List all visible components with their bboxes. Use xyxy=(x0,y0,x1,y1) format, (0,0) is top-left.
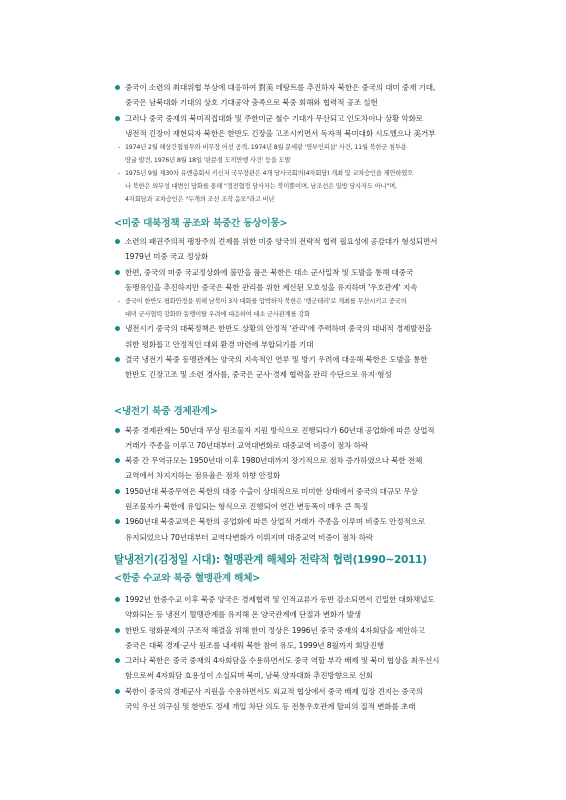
chapter-heading: 탈냉전기(김정일 시대): 혈맹관계 해체와 전략적 협력(1990~2011) xyxy=(114,553,427,566)
sub-item: - 1975년 9월 제30차 유엔총회서 키신저 국무장관은 4개 당사국회의(4자회담) 개최 및 교차승인을 제안하였으 나 북한은 외무성 대변인 담화를 통해 "정전협정 당사자는 북미뿐이며, 남조선은 일방 당사자도 아니"며, 4자회담과 교차승인은 "두개의 조선 조작 음모"라고 비난 xyxy=(118,170,414,204)
bullet-item: 그러나 중국 중재의 북미직접대화 및 주한미군 철수 기대가 무산되고 인도차이나 상황 악화로 냉전적 긴장이 재현되자 북한은 한반도 긴장을 고조시키면서 독자적 북미대화 시도했으나 美거부 xyxy=(114,111,518,142)
bullet-item: 냉전시기 중국의 대북정책은 한반도 상황의 안정적 '관리'에 주력하며 중국의 대내적 경제발전을 위한 평화롭고 안정적인 대외 환경 마련에 부합되기를 기대 xyxy=(114,321,518,352)
bullet-item: 소련의 패권주의적 팽창주의 견제를 위한 미중 양국의 전략적 협력 필요성에 공감대가 형성되면서 1979년 미중 국교 정상화 xyxy=(114,234,518,265)
bullet-item: 북중 경제관계는 50년대 무상 원조물자 지원 방식으로 진행되다가 60년대 공업화에 따른 상업적 거래가 주종을 이루고 70년대부터 교역대변화로 대중교역 비중이 점차 하락 xyxy=(114,423,518,454)
sub-item: - 중국이 한반도 평화안정을 위해 남북미 3자 대화를 압박하자 북한은 '랭군테러'로 개최를 무산시키고 중국의 대미 군사협력 강화와 동맹이탈 우려에 대응하여 대소 군사관계를 강화 xyxy=(118,298,407,319)
section-heading: <냉전기 북중 경제관계> xyxy=(114,405,218,417)
bullet-item: 중국이 소련의 최대위협 부상에 대응하여 對美 데탕트를 추진하자 북한은 중국의 대미 중재 기대, 중국은 남북대화 기대의 상호 기대공약 충족으로 북중 회해와 협력적 공조 실현 xyxy=(114,80,518,111)
bullet-item: 북중 간 무역규모는 1950년대 이후 1980년대까지 장기적으로 점차 증가하였으나 북한 전체 교역에서 차지지하는 점유율은 점차 하향 안정화 xyxy=(114,453,518,484)
section-heading: <미중 대북정책 공조와 북중간 동상이몽> xyxy=(114,218,288,230)
bullet-item: 북한이 중국의 경제군사 지원을 수용하면서도 외교적 협상에서 중국 배제 입장 견지는 중국의 국익 우선 의구심 및 한반도 정세 개입 차단 의도 등 전통우호관계 탈피의 질적 변화를 초래 xyxy=(114,684,518,715)
section-heading: <한중 수교와 북중 혈맹관계 해체> xyxy=(114,572,261,584)
bullet-item: 그러나 북한은 중국 중재의 4자회담을 수용하면서도 중국 역할 부각 배제 및 북미 협상을 최우선시 함으로써 4자회담 효용성이 소실되며 북미, 남북 양자대화 추진방향으로 선회 xyxy=(114,653,518,684)
bullet-item: 결국 냉전기 북중 동맹관계는 양국의 지속적인 연루 및 방기 우려에 대응해 북한은 도발을 통한 한반도 긴장고조 및 소련 경사를, 중국은 군사·경제 협력을 관리 수단으로 유지·형성 xyxy=(114,352,518,383)
document-body xyxy=(114,80,518,714)
bullet-item: 1960년대 북중교역은 북한의 공업화에 따른 상업적 거래가 주종을 이루며 비중도 안정적으로 유지되었으나 70년대부터 교역다변화가 이뤄지며 대중교역 비중이 점차 하락 xyxy=(114,514,518,545)
bullet-item: 1992년 한중수교 이후 북중 양국은 경제협력 및 인적교류가 동반 감소되면서 긴밀한 대화채널도 약화되는 등 냉전기 혈맹관계를 유지해 온 양국관계에 단절과 변화가 발생 xyxy=(114,592,518,623)
sub-item: - 1974년 2월 해상간첩침투와 비무장 어선 공격, 1974년 8월 문세광 '영부인피살' 사건, 11월 북한군 침투용 땅굴 발견, 1976년 8월 18일 '판문점 도끼만행 사건' 등을 도발 xyxy=(118,144,407,165)
bullet-item: 한편, 중국의 미중 국교정상화에 불만을 품은 북한은 대소 군사밀착 및 도발을 통해 대중국 동맹유인을 추진하지만 중국은 북한 관리를 위한 계산된 모호성을 유지하며 '우호관계' 지속 xyxy=(114,265,518,296)
bullet-item: 1950년대 북중무역은 북한의 대중 수출이 상대적으로 미미한 상태에서 중국의 대규모 무상 원조물자가 북한에 유입되는 형식으로 진행되어 연간 변동폭이 매우 큰 특징 xyxy=(114,484,518,515)
bullet-item: 한반도 평화문제의 구조적 해결을 위해 한미 정상은 1996년 중국 중재의 4자회담을 제안하고 중국은 대북 경제·군사 원조를 내세워 북한 참여 유도, 1999년 8월까지 회담진행 xyxy=(114,623,518,654)
